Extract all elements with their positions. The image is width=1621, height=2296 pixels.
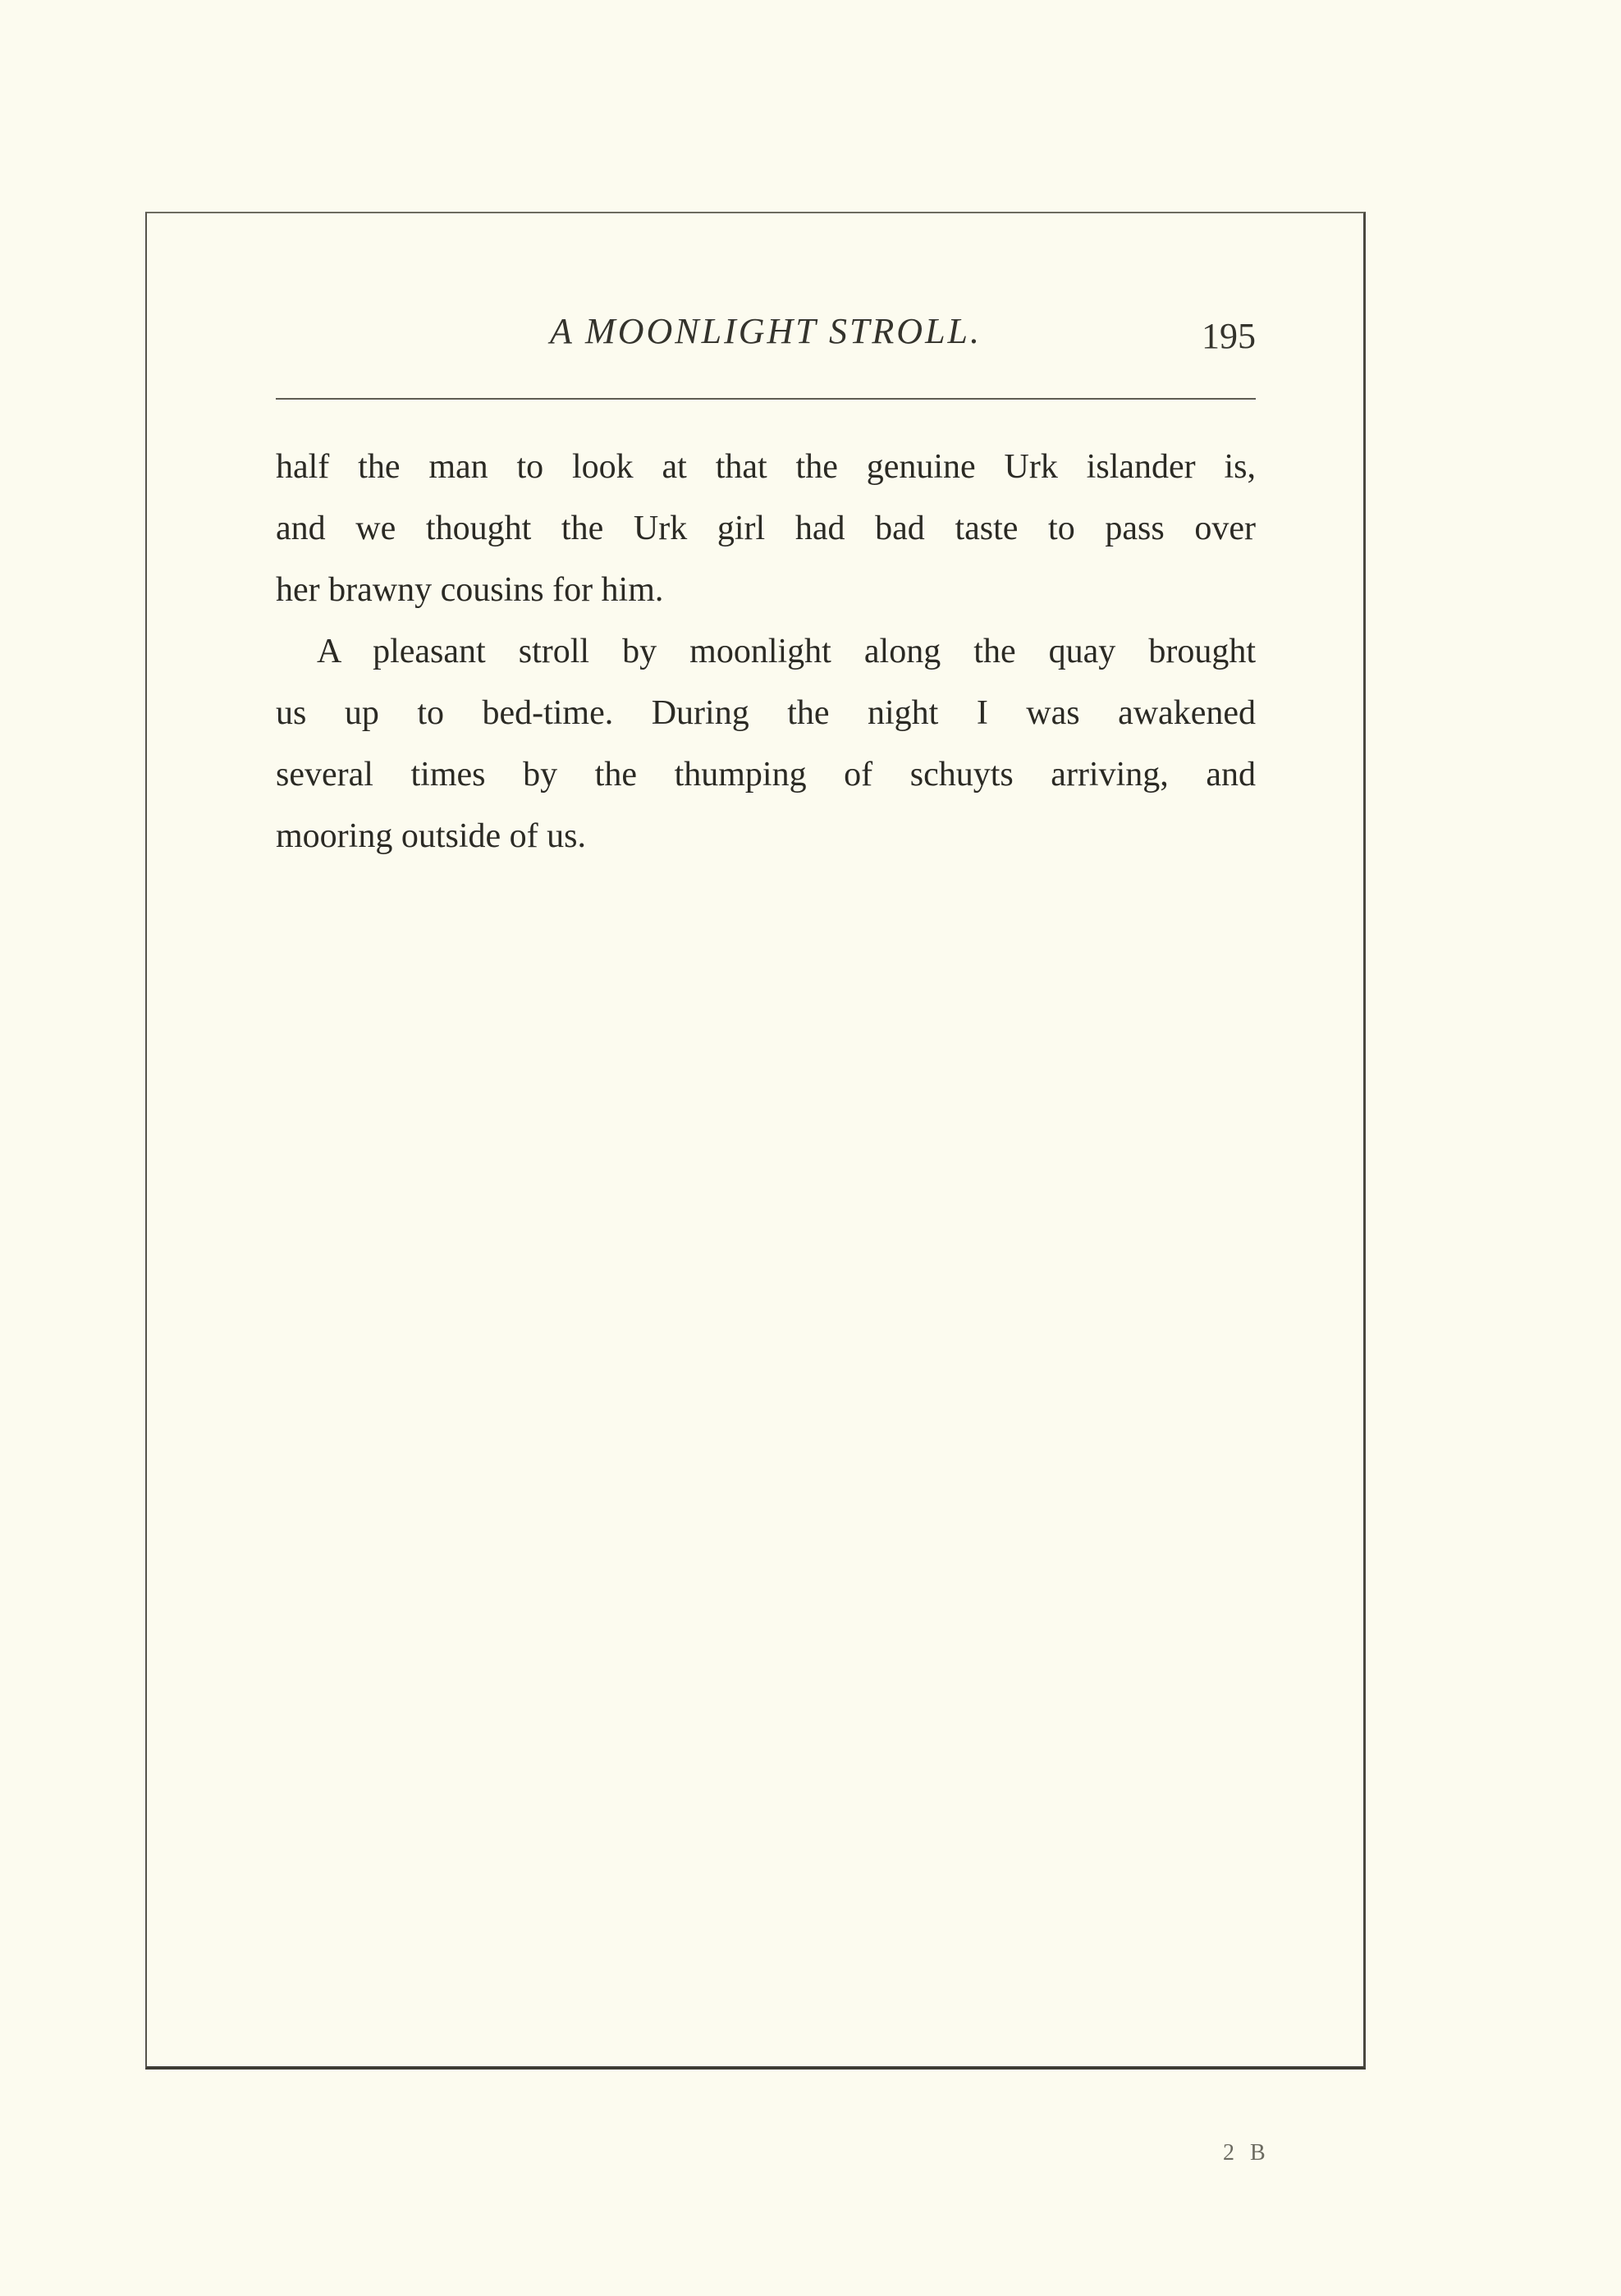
text-line: A pleasant stroll by moonlight along the quay brought: [317, 633, 1256, 670]
text-line: us up to bed-time. During the night I was awakened: [276, 694, 1256, 732]
page-number: 195: [1202, 316, 1256, 356]
text-line: and we thought the Urk girl had bad taste to pass over: [276, 510, 1256, 547]
signature-mark: 2 B: [1223, 2140, 1271, 2166]
body-text: [276, 437, 1256, 867]
text-line: her brawny cousins for him.: [276, 571, 664, 609]
paragraph: [276, 621, 1256, 867]
running-head: [276, 310, 1256, 359]
paragraph: [276, 437, 1256, 621]
text-line: mooring outside of us.: [276, 817, 586, 855]
header-rule: [276, 398, 1256, 400]
text-line: half the man to look at that the genuine Urk islander is,: [276, 448, 1256, 486]
text-line: several times by the thumping of schuyts arriving, and: [276, 756, 1256, 794]
running-title: A MOONLIGHT STROLL.: [549, 311, 982, 351]
